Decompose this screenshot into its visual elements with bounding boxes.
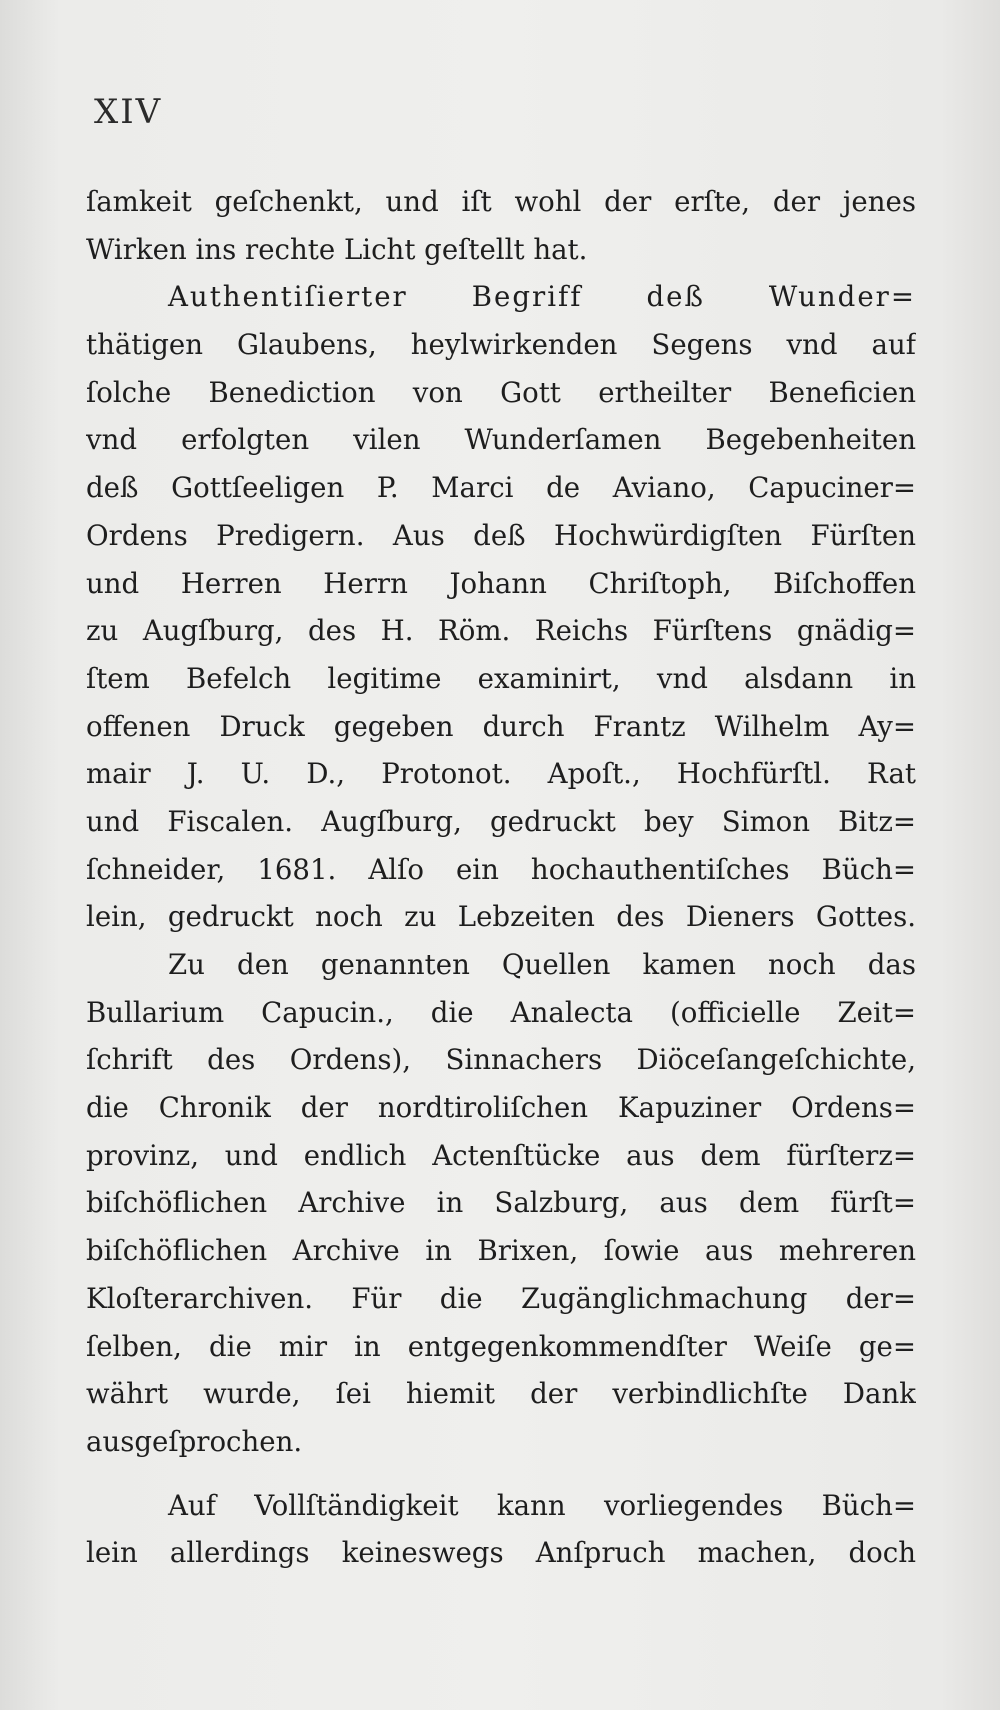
text-line: ſchrift des Ordens), Sinnachers Diöceſangeſchichte, [86,1043,916,1077]
text-line: vnd erfolgten vilen Wunderſamen Begebenheiten [86,423,916,457]
text-line: ſolche Benediction von Gott ertheilter Beneficien [86,375,916,409]
text-line: ausgeſprochen. [86,1424,303,1458]
text-line: Kloſterarchiven. Für die Zugänglichmachung der= [86,1281,916,1315]
text-line: thätigen Glaubens, heylwirkenden Segens vnd auf [86,328,916,362]
text-line: deß Gottſeeligen P. Marci de Aviano, Capuciner= [86,471,916,505]
text-line: biſchöflichen Archive in Brixen, ſowie aus mehreren [86,1234,916,1268]
body-text [86,178,916,1577]
text-line: Auf Vollſtändigkeit kann vorliegendes Büch= [168,1488,916,1522]
text-line: währt wurde, ſei hiemit der verbindlichſte Dank [86,1377,916,1411]
text-line: ſelben, die mir in entgegenkommendſter Weiſe ge= [86,1329,916,1363]
text-line: provinz, und endlich Actenſtücke aus dem fürſterz= [86,1138,916,1172]
text-line: Ordens Predigern. Aus deß Hochwürdigſten Fürſten [86,518,916,552]
text-line: Bullarium Capucin., die Analecta (officielle Zeit= [86,995,916,1029]
text-line: biſchöflichen Archive in Salzburg, aus dem fürſt= [86,1186,916,1220]
text-line: zu Augſburg, des H. Röm. Reichs Fürſtens gnädig= [86,614,916,648]
text-line: ſchneider, 1681. Alſo ein hochauthentiſches Büch= [86,852,916,886]
text-line: Zu den genannten Quellen kamen noch das [168,948,916,981]
text-line: lein, gedruckt noch zu Lebzeiten des Dieners Gottes. [86,900,916,934]
text-line: mair J. U. D., Protonot. Apoſt., Hochfürſtl. Rat [86,757,916,791]
text-line: ſamkeit geſchenkt, und iſt wohl der erſte, der jenes [86,185,916,218]
page-number: XIV [94,92,163,132]
text-line: Authentiſierter Begriff deß Wunder= [168,280,916,314]
text-line: ſtem Befelch legitime examinirt, vnd alsdann in [86,661,916,695]
text-line: die Chronik der nordtiroliſchen Kapuziner Ordens= [86,1091,916,1125]
text-line: und Fiscalen. Augſburg, gedruckt bey Simon Bitz= [86,804,916,838]
text-line: lein allerdings keineswegs Anſpruch machen, doch [86,1536,916,1570]
text-line: und Herren Herrn Johann Chriſtoph, Biſchoffen [86,566,916,600]
text-line: Wirken ins rechte Licht geſtellt hat. [86,232,588,266]
text-line: offenen Druck gegeben durch Frantz Wilhelm Ay= [86,709,916,743]
